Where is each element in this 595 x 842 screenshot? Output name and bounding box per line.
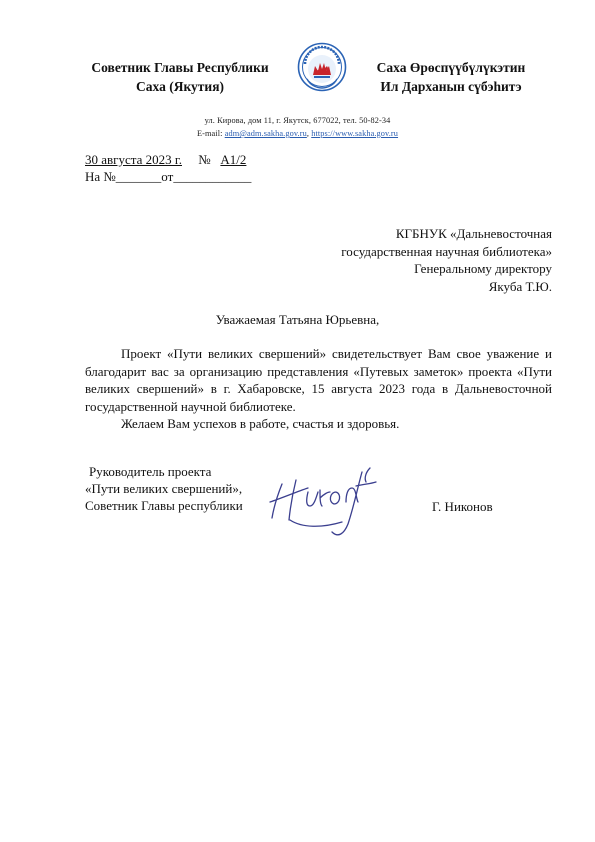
letter-body (85, 345, 552, 433)
email-label: E-mail: (196, 129, 225, 138)
address-line: ул. Кирова, дом 11, г. Якутск, 677022, тел. 50-82-34 (204, 116, 391, 125)
letter-meta (85, 151, 251, 185)
header-right-line1: Саха Өрөспүүбүлүкэтин (376, 60, 526, 75)
recipient-block (300, 225, 552, 295)
reference-line: На №_______от____________ (85, 169, 252, 184)
signatory-line2: «Пути великих свершений», (85, 481, 243, 496)
contacts-separator: , (306, 129, 312, 138)
salutation: Уважаемая Татьяна Юрьевна, (215, 312, 380, 327)
header-right-line2: Ил Дарханын сүбэһитэ (380, 79, 522, 94)
body-paragraph-1: Проект «Пути великих свершений» свидетельствует Вам свое уважение и благодарит вас за организацию представления «Путевых заметок» проекта «Пути великих свершений» в г. Хабаровске, 15 августа 2023 года в Дальневосточной государственной научной библиотеке. (85, 346, 552, 414)
recipient-line4: Якуба Т.Ю. (488, 278, 552, 294)
header-left-line1: Советник Главы Республики (91, 60, 269, 75)
contacts (80, 114, 515, 140)
recipient-line3: Генеральному директору (414, 261, 552, 277)
header-right (346, 58, 556, 96)
recipient-line2: государственная научная библиотека» (341, 243, 552, 259)
sakha-coat-of-arms-icon (297, 42, 347, 92)
body-paragraph-2: Желаем Вам успехов в работе, счастья и здоровья. (121, 416, 400, 432)
email-line (80, 127, 515, 140)
email-link[interactable]: adm@adm.sakha.gov.ru (224, 129, 307, 138)
signatory-title (85, 463, 243, 514)
letter-date: 30 августа 2023 г. (85, 152, 182, 167)
header-left-line2: Саха (Якутия) (136, 79, 224, 94)
header-left (60, 58, 300, 96)
website-link[interactable]: https://www.sakha.gov.ru (311, 129, 399, 138)
signatory-name: Г. Никонов (432, 499, 493, 514)
handwritten-signature-icon (262, 462, 392, 544)
letter-number: А1/2 (220, 152, 247, 167)
recipient-line1: КГБНУК «Дальневосточная (395, 226, 552, 241)
number-sign: № (198, 152, 211, 167)
date-number-line (85, 151, 251, 168)
signatory-line1: Руководитель проекта (89, 464, 212, 479)
signatory-line3: Советник Главы республики (85, 498, 243, 513)
